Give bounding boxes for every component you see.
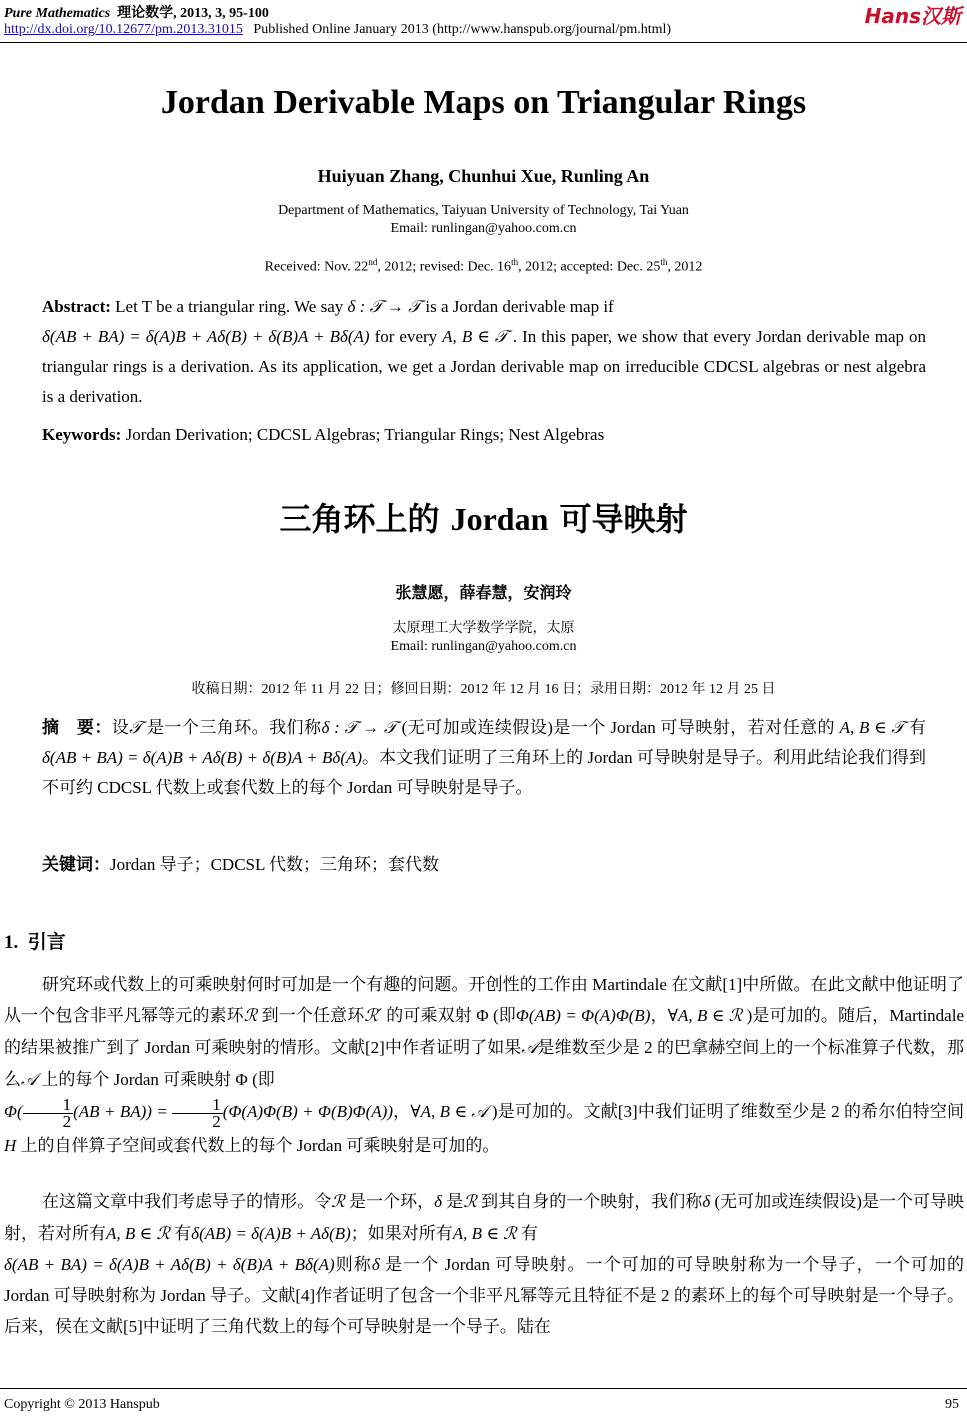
cn-abstract-map: δ : 𝒯 → 𝒯 (321, 718, 397, 737)
dates-line (0, 257, 967, 276)
abstract-text: is a Jordan derivable map if (421, 297, 614, 316)
abstract-text: Let T be a triangular ring. We say (110, 297, 348, 316)
body-text: 到其自身的一个映射，我们称 (476, 1192, 703, 1211)
accepted-date: , 2012; accepted: Dec. 25 (518, 259, 661, 275)
keywords-text: Jordan Derivation; CDCSL Algebras; Triangular Rings; Nest Algebras (121, 425, 605, 444)
cn-abstract-formula: δ(AB + BA) = δ(A)B + Aδ(B) + δ(B)A + Bδ(A) (42, 748, 363, 767)
body-text: ；如果对所有 (350, 1224, 453, 1243)
abstract-map: δ : 𝒯 → 𝒯 (347, 297, 422, 316)
body-paragraph (4, 969, 964, 1161)
cn-abstract-symbol: 𝒯 (129, 718, 143, 738)
cn-title-part: 可导映射 (548, 500, 688, 538)
body-text: 在这篇文章中我们考虑导子的情形。令 (42, 1192, 332, 1211)
math-symbol: = (151, 1102, 173, 1121)
body-text: 的可乘双射 Φ (即 (381, 1006, 516, 1025)
section-title: 引言 (27, 931, 66, 953)
frac-num: 1 (172, 1097, 223, 1114)
received-date: Received: Nov. 22 (264, 259, 369, 275)
cn-abstract (42, 713, 926, 803)
jordan-formula: Φ( $\frac{1}{2}$ (AB + BA)) = $\frac{1}{2}$ (Φ(A)Φ(B) + Φ(B)Φ(A)) (4, 1094, 393, 1131)
body-text: 是一个环， (344, 1192, 435, 1211)
cn-abstract-text: 设 (111, 718, 130, 737)
accepted-year: , 2012 (667, 259, 703, 275)
frac-den: 2 (212, 1111, 221, 1131)
math-symbol: ℛ (331, 1192, 345, 1212)
cn-email: Email: runlingan@yahoo.com.cn (390, 639, 577, 654)
cn-abstract-text: 。本文我们证明了三角环上的 Jordan 可导映射是导子。利用此结论我们得到不可约 CDCSL 代数上或套代数上的每个 Jordan 可导映射是导子。 (42, 748, 926, 797)
page-number: 95 (945, 1397, 959, 1412)
math-symbol: 𝒜 (521, 1038, 538, 1058)
cn-abstract-forall: A, B ∈ 𝒯 (839, 718, 905, 737)
journal-cn: 理论数学, 2013, 3, 95-100 (117, 6, 269, 21)
cn-keywords-label: 关键词： (42, 855, 110, 875)
published-info: Published Online January 2013 (http://www.hanspub.org/journal/pm.html) (253, 22, 672, 37)
body-text: 有 (516, 1224, 538, 1243)
keywords-label: Keywords: (42, 425, 122, 444)
body-text: 上的自伴算子空间或套代数上的每个 Jordan 可乘映射是可加的。 (16, 1135, 500, 1155)
math-formula: A, B ∈ ℛ (452, 1224, 517, 1243)
cn-title-part: 三角环上的 (279, 500, 451, 538)
body-text: 到一个任意环 (257, 1006, 365, 1025)
math-formula: A, B ∈ ℛ (106, 1224, 170, 1243)
body-text: ， (650, 1006, 668, 1025)
email: Email: runlingan@yahoo.com.cn (390, 221, 577, 236)
body-text: 是 (442, 1192, 464, 1211)
math-symbol: δ (371, 1255, 380, 1274)
body-text: (无可加或连续假设)是一个可导映射，若对所有 (4, 1192, 965, 1243)
hans-logo: Hans汉斯 (864, 4, 961, 28)
body-text: 有 (169, 1224, 192, 1243)
body-text: 是一个 Jordan 可导映射。一个可加的可导映射称为一个导子，一个可加的 Jordan 可导映射称为 Jordan 导子。文献[4]作者证明了包含一个非平凡幂等元且特征不是 2 的素环上的每个可导映射是一个导子。后来，侯在文献[5]中证明了三角代数上的每个可导映射是一个导子。陆在 (4, 1255, 965, 1336)
body-paragraph (4, 1186, 964, 1342)
math-formula: (Φ(A)Φ(B) + Φ(B)Φ(A)) (222, 1102, 393, 1121)
math-symbol: Φ (4, 1102, 17, 1121)
copyright: Copyright © 2013 Hanspub (4, 1397, 160, 1412)
revised-date: , 2012; revised: Dec. 16 (377, 259, 512, 275)
abstract-text: for every (369, 327, 443, 346)
cn-abstract-text: 是一个三角环。我们称 (142, 718, 322, 737)
revised-sup: th (511, 257, 519, 267)
math-formula: (AB + BA) (73, 1102, 147, 1121)
affiliation-block (0, 202, 967, 238)
body-text: 是维数至少是 2 的巴拿赫空间上的一个标准算子代数，那么 (4, 1038, 964, 1089)
body-text: ， (393, 1102, 411, 1121)
cn-title-part: Jordan (450, 501, 549, 537)
math-symbol: H (4, 1135, 17, 1155)
footer-divider (0, 1388, 967, 1389)
cn-abstract-text: (无可加或连续假设)是一个 Jordan 可导映射，若对任意的 (396, 718, 840, 737)
cn-abstract-label: 摘 要： (42, 718, 112, 738)
section-heading (4, 927, 66, 954)
cn-affiliation: 太原理工大学数学学院，太原 (392, 621, 575, 636)
abstract-forall: A, B ∈ 𝒯 (442, 327, 508, 346)
abstract-label: Abstract: (42, 297, 111, 316)
keywords (42, 420, 926, 450)
paper-title: Jordan Derivable Maps on Triangular Rings (160, 84, 807, 121)
abstract-formula: δ(AB + BA) = δ(A)B + Aδ(B) + δ(B)A + Bδ(A) (42, 327, 370, 346)
math-symbol: δ (434, 1192, 443, 1211)
body-text: )是可加的。文献[3]中我们证明了维数至少是 2 的希尔伯特空间 (487, 1102, 964, 1121)
accepted-sup: th (660, 257, 668, 267)
fraction (23, 1094, 74, 1131)
cn-paper-title (0, 494, 967, 540)
math-formula: δ(AB) = δ(A)B + Aδ(B) (191, 1224, 351, 1243)
math-formula: ∀A, B ∈ ℛ (667, 1006, 743, 1025)
fraction (172, 1094, 223, 1131)
frac-den: 2 (62, 1111, 72, 1131)
body-text: 则称 (334, 1255, 372, 1274)
body-text: 研究环或代数上的可乘映射何时可加是一个有趣的问题。开创性的工作由 Martindale 在文献[1]中所做。在此文献中他证明了从一个包含非平凡幂等元的素环 (4, 975, 964, 1025)
math-formula: Φ(AB) = Φ(A)Φ(B) (515, 1006, 651, 1025)
math-formula: δ(AB + BA) = δ(A)B + Aδ(B) + δ(B)A + Bδ(A) (4, 1255, 335, 1274)
frac-num: 1 (23, 1097, 74, 1114)
math-symbol: ℛ (243, 1006, 258, 1026)
math-symbol: ℛ′ (364, 1006, 382, 1026)
section-number: 1. (4, 932, 19, 953)
math-symbol: δ (702, 1192, 711, 1211)
abstract-text: . In this paper, we show that every Jordan derivable map on triangular rings is a derivation. As its application, we get a Jordan derivable map on irreducible CDCSL algebras or nest algebra is a derivation. (42, 327, 927, 406)
cn-paper-authors: 张慧愿，薛春慧，安润玲 (395, 583, 572, 602)
affiliation: Department of Mathematics, Taiyuan University of Technology, Tai Yuan (278, 203, 689, 218)
received-sup: nd (368, 257, 378, 267)
cn-keywords (42, 850, 926, 880)
journal-name: Pure Mathematics (4, 6, 111, 21)
math-symbol: 𝒜 (21, 1070, 38, 1090)
math-symbol: ℛ (463, 1192, 477, 1212)
cn-keywords-text: Jordan 导子；CDCSL 代数；三角环；套代数 (110, 855, 439, 874)
doi-link[interactable]: http://dx.doi.org/10.12677/pm.2013.31015 (4, 22, 243, 37)
cn-abstract-text: 有 (904, 718, 927, 737)
abstract (42, 292, 926, 412)
body-text: )是可加的。随后，Martindale 的结果被推广到了 Jordan 可乘映射的情形。文献[2]中作者证明了如果 (4, 1006, 964, 1057)
math-formula: ∀A, B ∈ 𝒜 (410, 1102, 488, 1121)
cn-dates-line: 收稿日期：2012 年 11 月 22 日；修回日期：2012 年 12 月 16 日；录用日期：2012 年 12 月 25 日 (191, 682, 776, 697)
header-divider (0, 42, 967, 43)
body-text: 上的每个 Jordan 可乘映射 Φ (即 (37, 1070, 275, 1089)
paper-authors: Huiyuan Zhang, Chunhui Xue, Runling An (317, 166, 650, 186)
journal-header (4, 2, 269, 22)
publication-line (4, 22, 671, 38)
cn-affiliation-block (0, 620, 967, 656)
